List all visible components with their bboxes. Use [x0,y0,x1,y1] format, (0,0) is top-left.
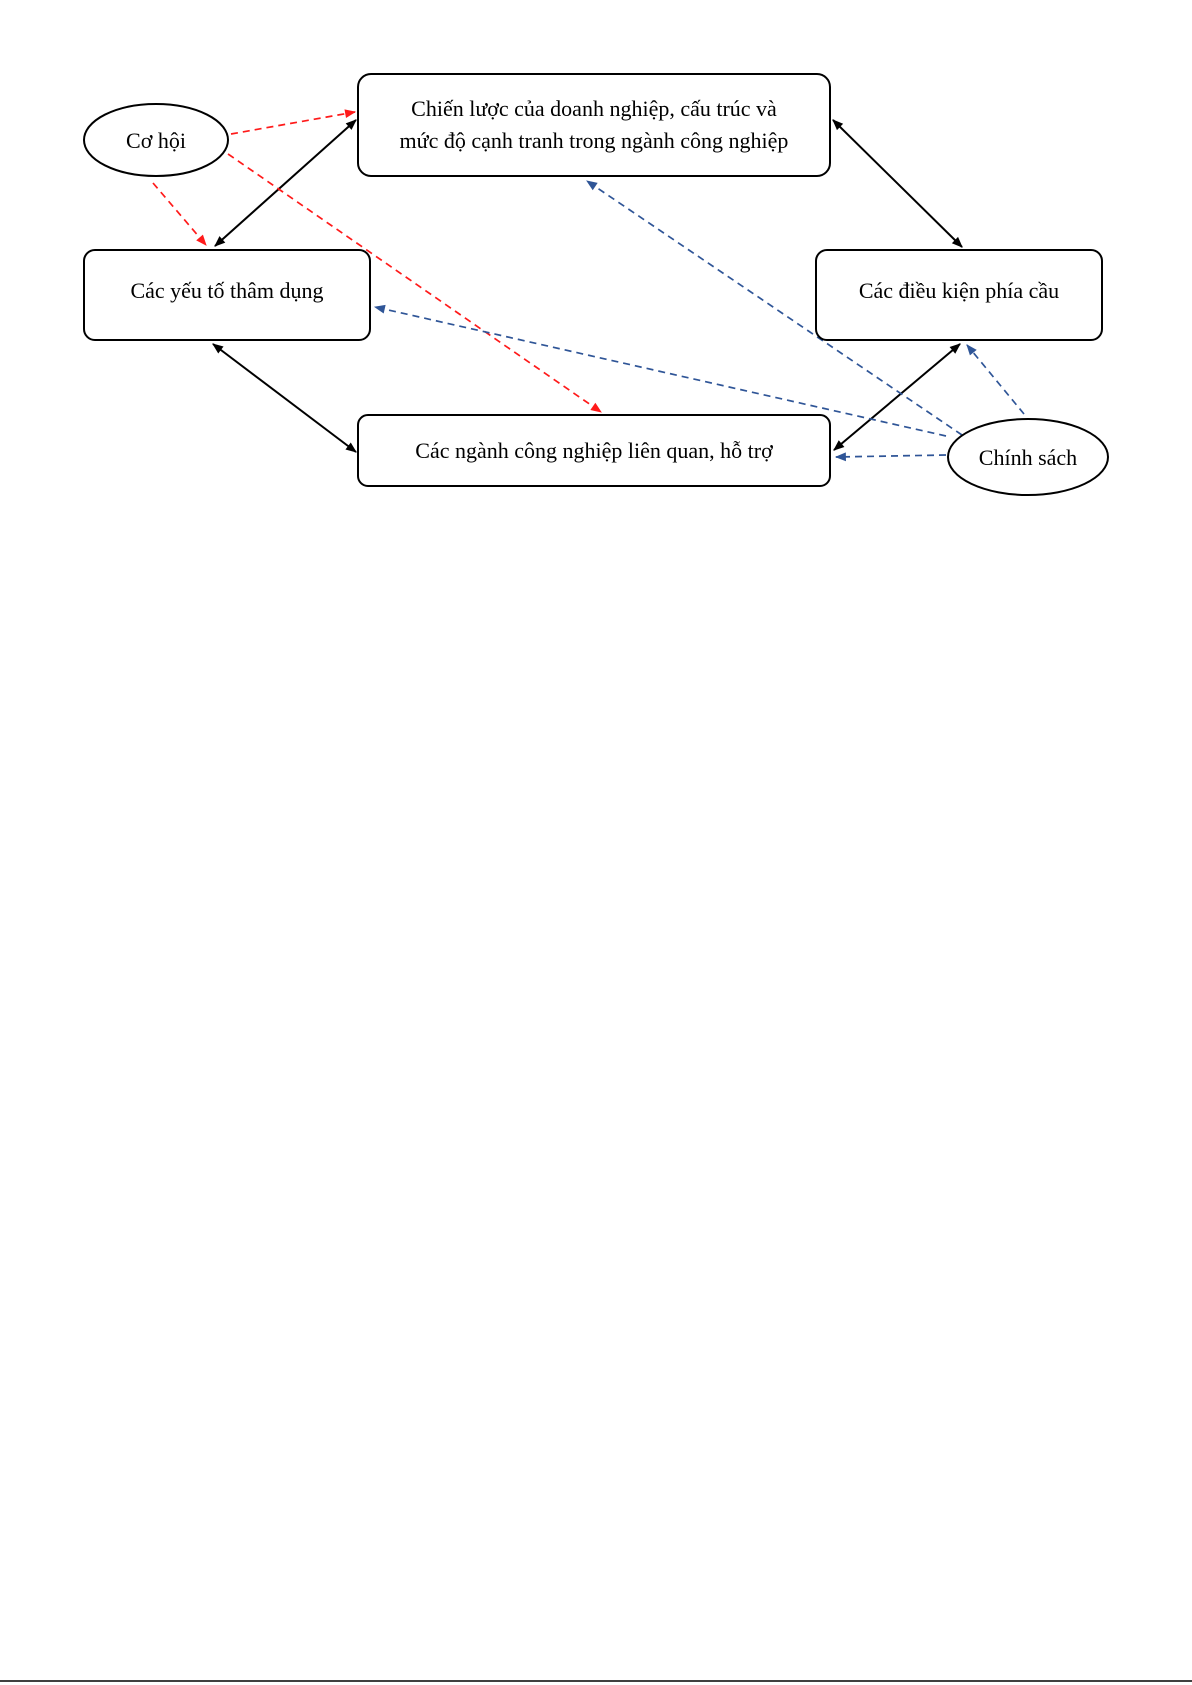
node-factor-conditions [84,250,370,340]
node-opportunity-label: Cơ hội [126,128,186,153]
node-demand-conditions-label: Các điều kiện phía cầu [858,278,1060,303]
edge-opportunity-to-factor-conditions [153,183,206,245]
node-policy-label: Chính sách [978,445,1078,470]
node-demand-conditions [816,250,1102,340]
node-related-industries-label: Các ngành công nghiệp liên quan, hỗ trợ [415,438,773,463]
edge-opportunity-to-strategy [231,112,355,134]
node-opportunity [84,104,228,176]
node-factor-conditions-label: Các yếu tố thâm dụng [130,278,324,303]
edge-strategy-demand-conditions [833,120,962,247]
node-strategy-box [358,74,830,176]
node-policy [948,419,1108,495]
edge-factor-conditions-related-industries [213,344,356,452]
edge-policy-to-demand-conditions [967,345,1024,414]
node-related-industries [358,415,830,486]
node-strategy-label-line-2: mức độ cạnh tranh trong ngành công nghiệp [399,128,789,153]
node-strategy [358,74,830,176]
node-strategy-label-line-1: Chiến lược của doanh nghiệp, cấu trúc và [411,96,777,121]
edge-strategy-factor-conditions [215,120,356,246]
edge-policy-to-related-industries [836,455,946,457]
